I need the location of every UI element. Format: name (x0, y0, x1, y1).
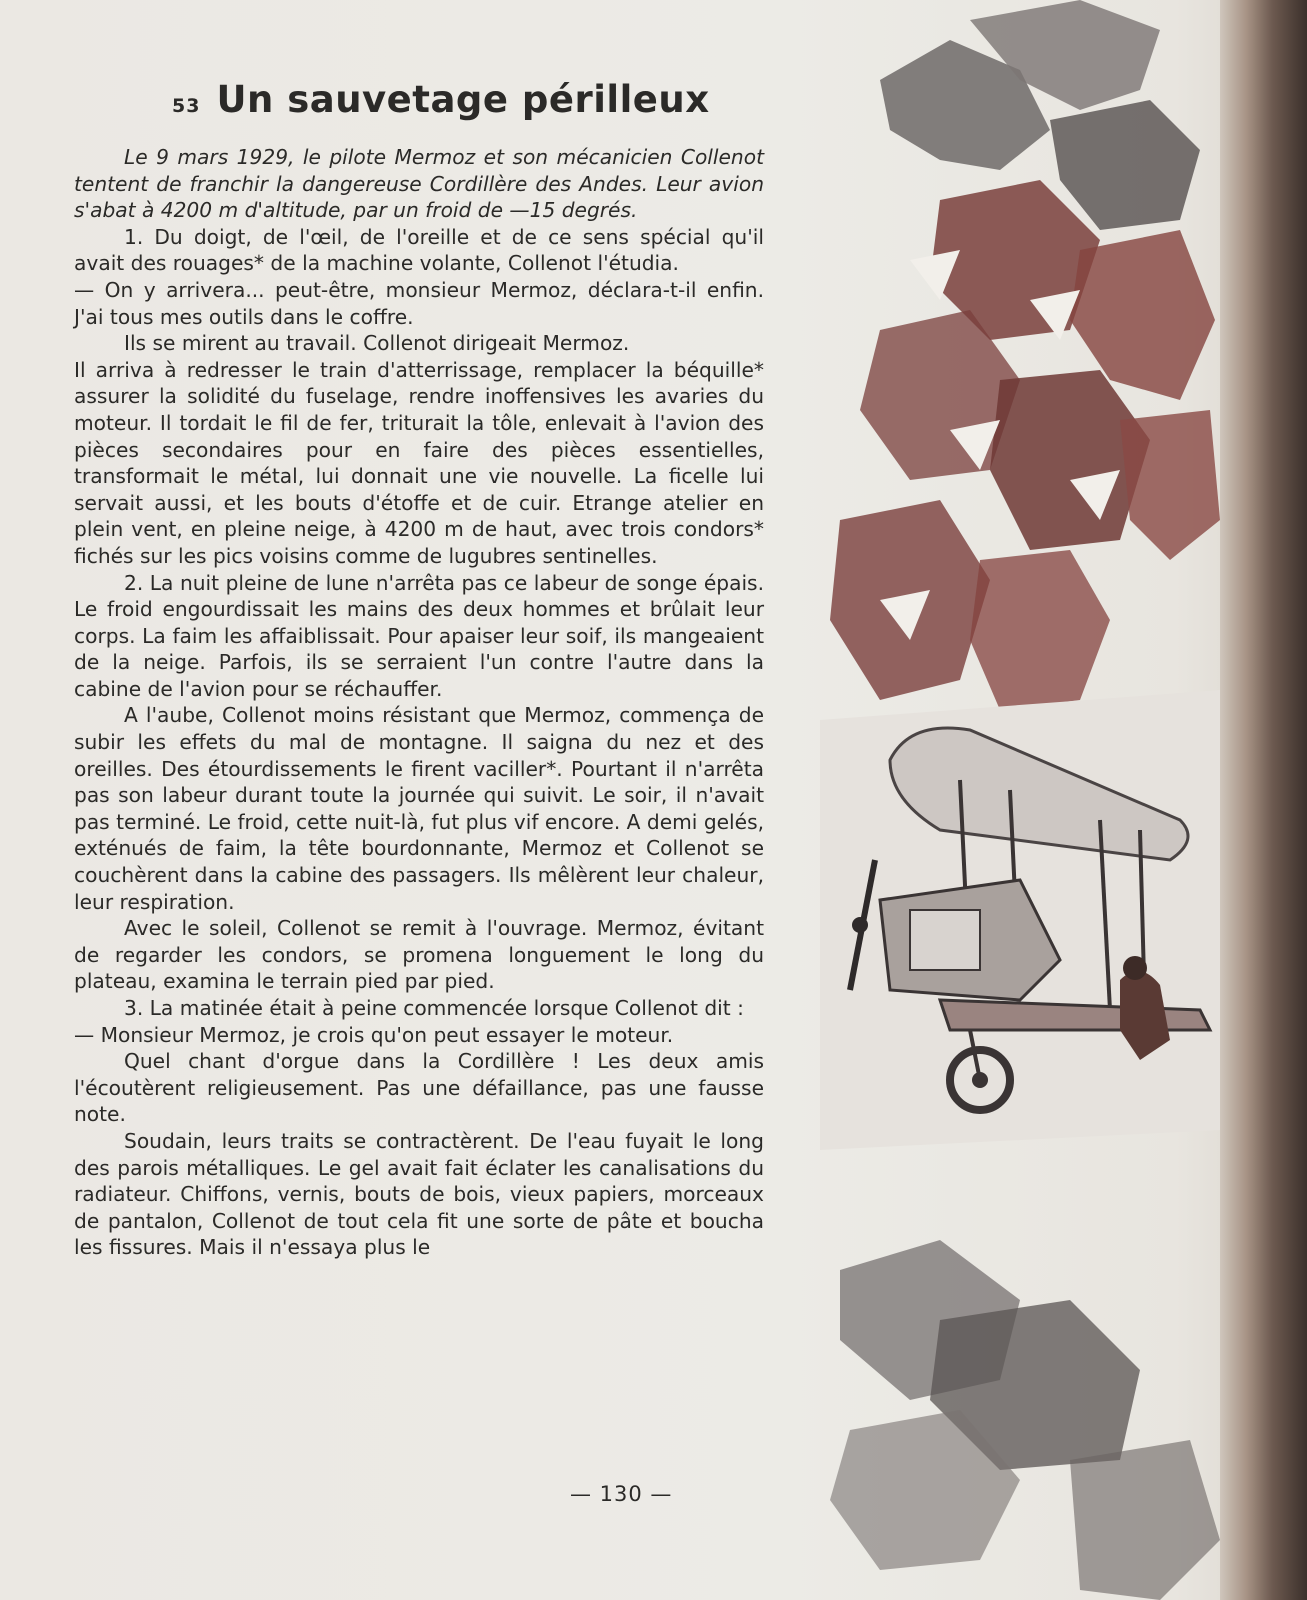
paragraph: 2. La nuit pleine de lune n'arrêta pas ce labeur de songe épais. Le froid engourdissait les mains des deux hommes et brûlait leur corps. La faim les affaiblissait. Pour apaiser leur soif, ils mangeaient de la neige. Parfois, ils se serraient l'un contre l'autre dans la cabine de l'avion pour se réchauffer. (74, 570, 764, 701)
paragraph: — On y arrivera... peut-être, monsieur Mermoz, déclara-t-il enfin. J'ai tous mes outils dans le coffre. (74, 277, 764, 329)
paragraph: 3. La matinée était à peine commencée lorsque Collenot dit : (124, 996, 744, 1020)
chapter-heading (172, 78, 764, 134)
paragraph: Avec le soleil, Collenot se remit à l'ouvrage. Mermoz, évitant de regarder les condors, se promena longuement le long du plateau, examina le terrain pied par pied. (74, 916, 764, 994)
intro-paragraph: Le 9 mars 1929, le pilote Mermoz et son mécanicien Collenot tentent de franchir la dangereuse Cordillère des Andes. Leur avion s'abat à 4200 m d'altitude, par un froid de —15 degrés. (74, 145, 764, 223)
paragraph: Quel chant d'orgue dans la Cordillère ! Les deux amis l'écoutèrent religieusement. Pas une défaillance, pas une fausse note. (74, 1049, 764, 1127)
text-column (74, 78, 764, 1261)
paragraph: Il arriva à redresser le train d'atterrissage, remplacer la béquille* assurer la solidité du fuselage, rendre inoffensives les avaries du moteur. Il tordait le fil de fer, triturait la tôle, enlevait à l'avion des pièces secondaires pour en faire des pièces essentielles, transformait le métal, lui donnait une vie nouvelle. La ficelle lui servait aussi, et les bouts d'étoffe et de cuir. Etrange atelier en plein vent, en pleine neige, à 4200 m de haut, avec trois condors* fichés sur les pics voisins comme de lugubres sentinelles. (74, 357, 764, 568)
paragraph: 1. Du doigt, de l'œil, de l'oreille et de ce sens spécial qu'il avait des rouages* de la machine volante, Collenot l'étudia. (74, 224, 764, 276)
page-number: — 130 — (570, 1482, 673, 1506)
page-gutter-edge (1220, 0, 1307, 1600)
mountain-airplane-illustration (820, 0, 1220, 1600)
lesson-number: 53 (172, 95, 201, 117)
body-text (74, 224, 764, 1261)
paragraph: — Monsieur Mermoz, je crois qu'on peut essayer le moteur. (74, 1022, 674, 1047)
chapter-title: Un sauvetage périlleux (216, 78, 710, 121)
paragraph: A l'aube, Collenot moins résistant que Mermoz, commença de subir les effets du mal de montagne. Il saigna du nez et des oreilles. Des étourdissements le firent vaciller*. Pourtant il n'arrêta pas son labeur durant toute la journée qui suivit. Le soir, il n'avait pas terminé. Le froid, cette nuit-là, fut plus vif encore. A demi gelés, exténués de faim, la tête bourdonnante, Mermoz et Collenot se couchèrent dans la cabine des passagers. Ils mêlèrent leur chaleur, leur respiration. (74, 703, 765, 914)
paragraph: Soudain, leurs traits se contractèrent. De l'eau fuyait le long des parois métalliques. Le gel avait fait éclater les canalisations du radiateur. Chiffons, vernis, bouts de bois, vieux papiers, morceaux de pantalon, Collenot de tout cela fit une sorte de pâte et boucha les fissures. Mais il n'essaya plus le (74, 1128, 764, 1260)
paragraph: Ils se mirent au travail. Collenot dirigeait Mermoz. (124, 331, 630, 356)
